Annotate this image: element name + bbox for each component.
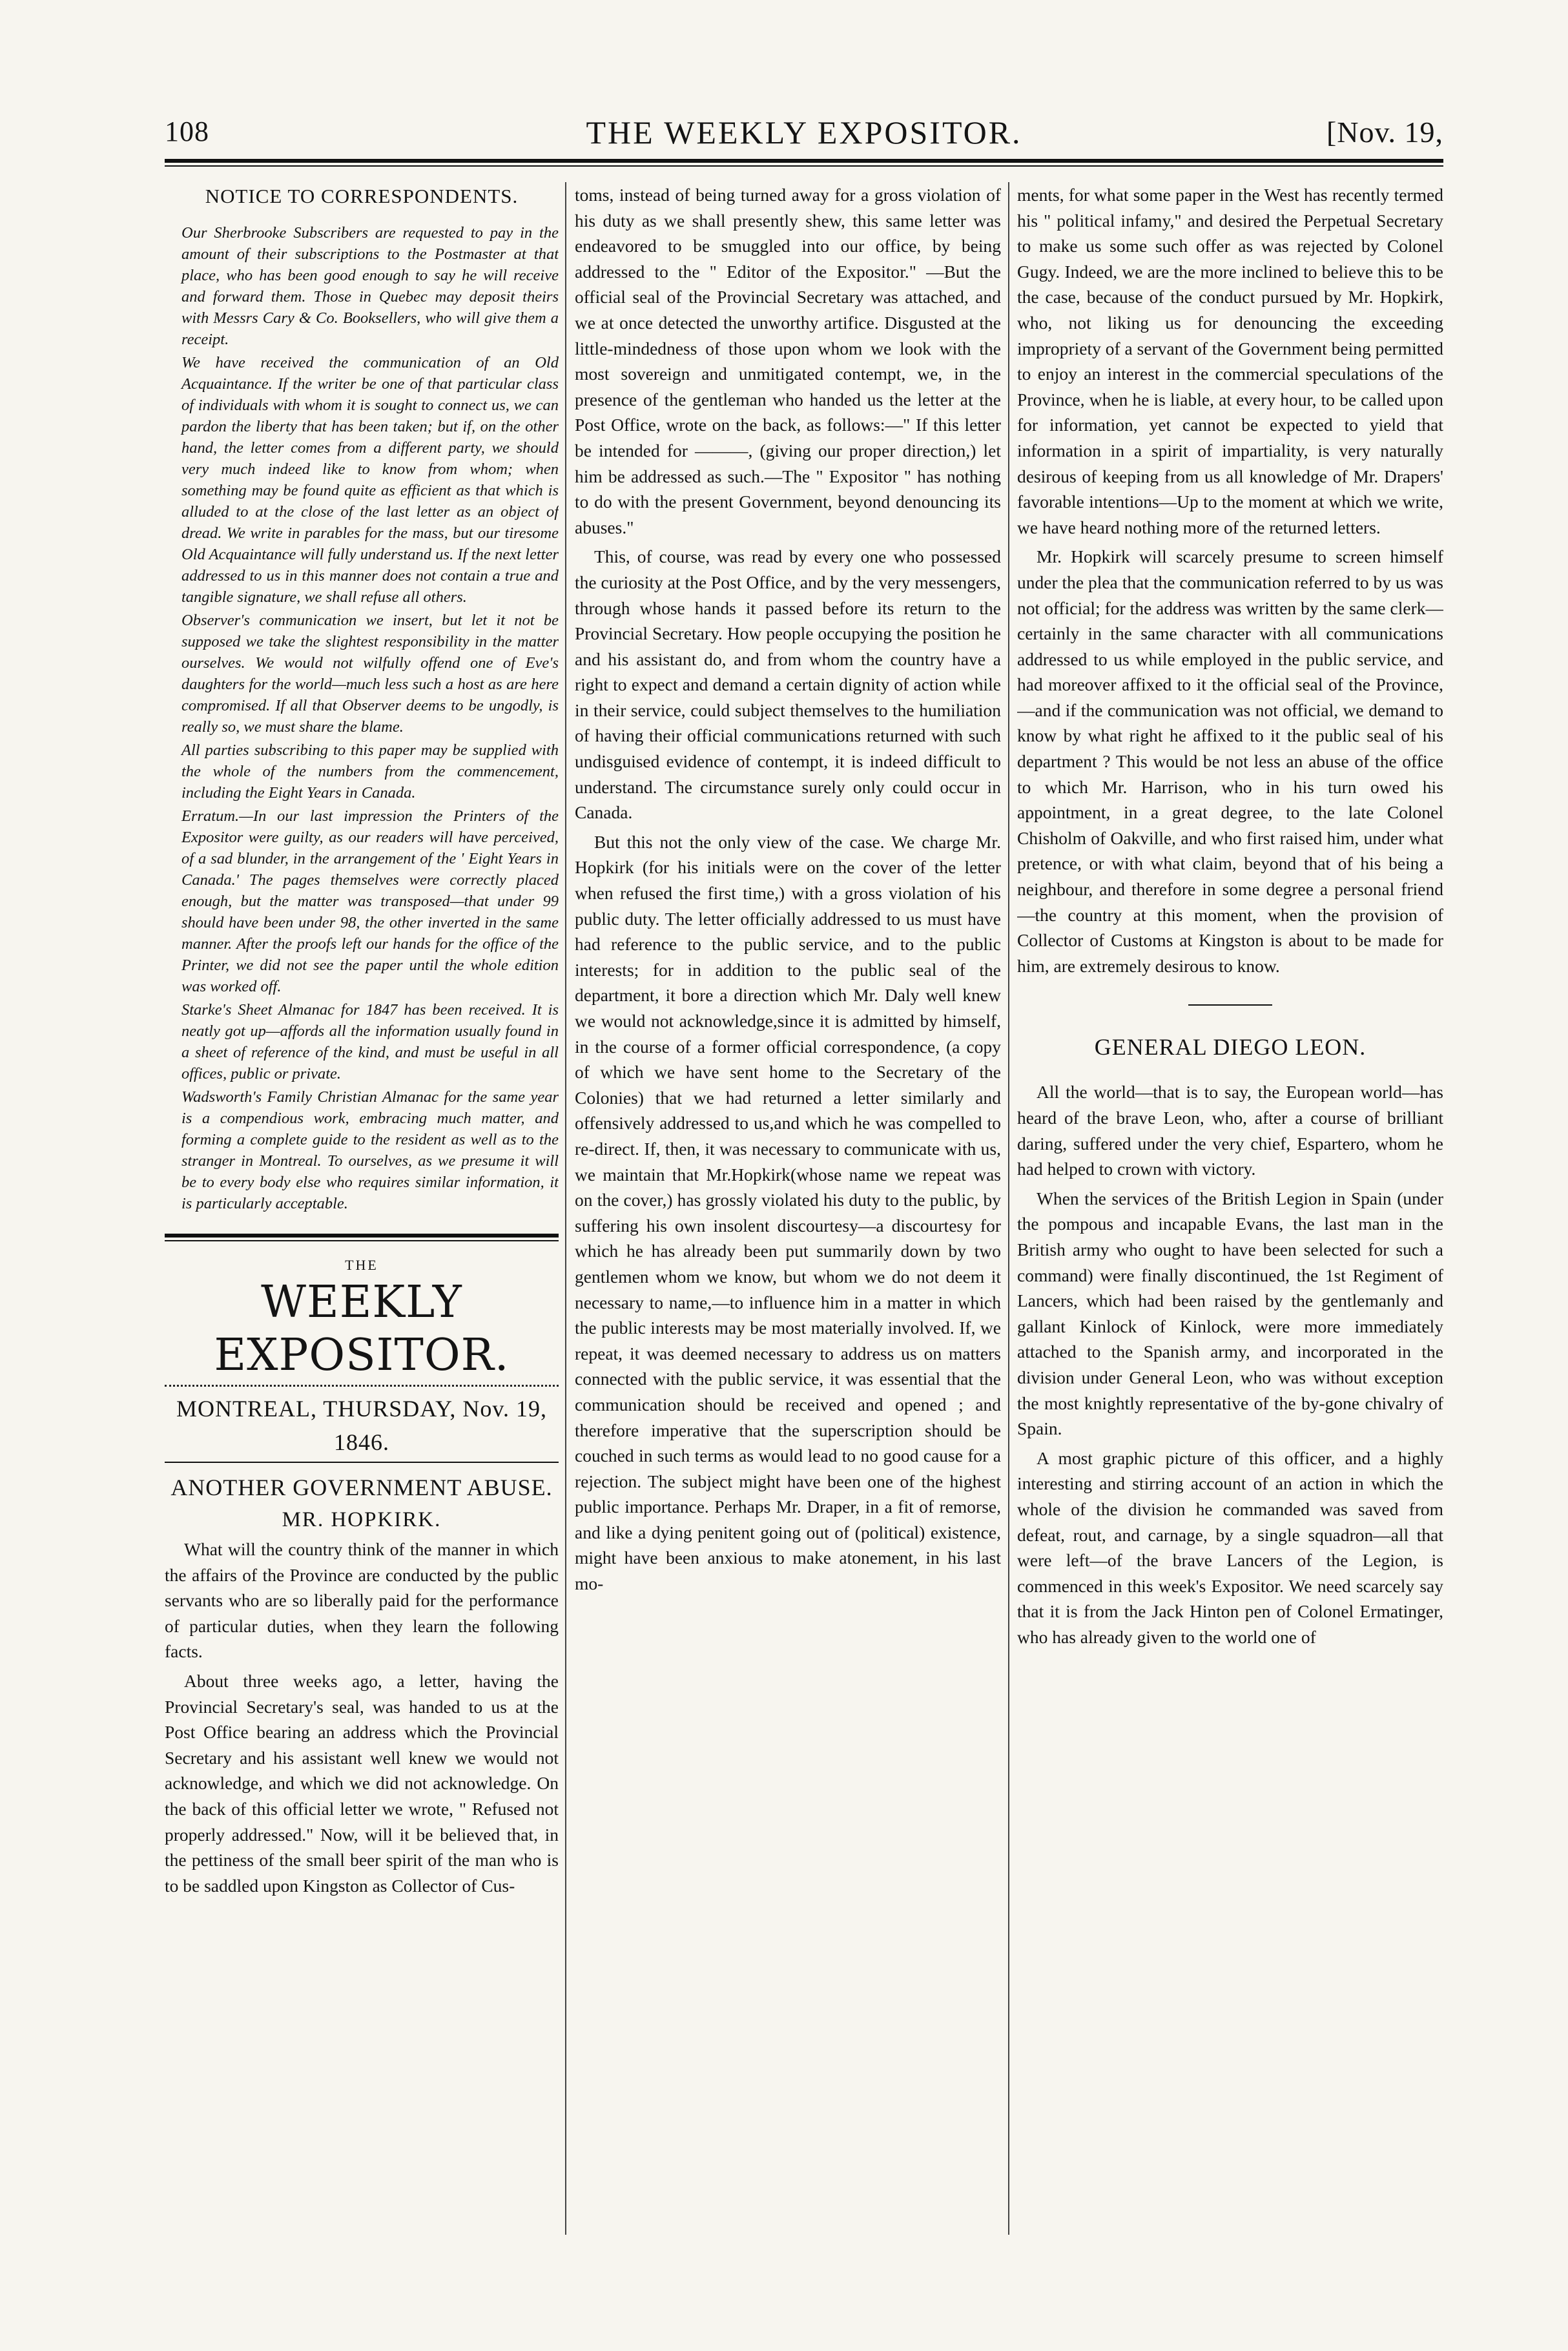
running-title: THE WEEKLY EXPOSITOR.: [586, 114, 1022, 150]
masthead: [165, 1234, 559, 1463]
article-subhead: MR. HOPKIRK.: [282, 1508, 442, 1531]
header-rule: [165, 159, 1443, 163]
column-2: [575, 182, 1001, 2261]
article-body: [1017, 182, 1443, 979]
column-divider: [1008, 182, 1009, 2235]
article-paragraph: But this not the only view of the case. We charge Mr. Hopkirk (for his initials were on the cover of the letter when refused the first time,) with a gross violation of his public duty. The letter officially addressed to us must have had reference to the public service, and to the public interests; for in addition to the public seal of the department, it bore a direction which Mr. Daly well knew we would not acknowledge,since it is admitted by himself, in the course of a former official correspondence, (a copy of which we have sent home to the Secretary of the Colonies) that we had returned a letter similarly and offensively addressed to us,and which he was compelled to re-direct. If, then, it was necessary to communicate with us, we maintain that Mr.Hopkirk(whose name we repeat was on the cover,) has grossly violated his duty to the public, by suffering his own insolent discourtesy—a discourtesy for which he has already been put summarily down by two gentlemen whom we know, but whom we do not deem it necessary to name,—to influence him in a matter in which the public interests may be most materially involved. If, we repeat, it was deemed necessary to address us on matters connected with the public service, it was essential that the communication should be received and opened ; and therefore imperative that the superscription should be couched in such terms as would lead to no good cause for a rejection. The subject might have been one of the highest public importance. Perhaps Mr. Draper, in a fit of remorse, and like a dying penitent going out of (political) existence, might have been anxious to make atonement, in his last mo-: [575, 831, 1001, 1594]
article-paragraph: Mr. Hopkirk will scarcely presume to screen himself under the plea that the communication referred to by us was not official; for the address was written by the same clerk—certainly in the same character with all communications addressed to us while employed in the public service, and had moreover affixed to it the official seal of the Province,—and if the communication was not official, we demand to know by what right he affixed to it the public seal of his department ? This would be not less an abuse of the office to which Mr. Harrison, who in his turn owed his appointment, in a great degree, to the late Colonel Chisholm of Oakville, and who first raised him, under what pretence, or with what claim, beyond that of his being a neighbour, and therefore in some degree a personal friend—the country at this moment, when the provision of Collector of Customs at Kingston is about to be made for him, are extremely desirous to know.: [1017, 546, 1443, 976]
issue-dateline: MONTREAL, THURSDAY, Nov. 19, 1846.: [176, 1396, 548, 1455]
notice-item: Wadsworth's Family Christian Almanac for the same year is a compendious work, embracing much matter, and forming a complete guide to the resident as well as to the stranger in Montreal. To ourselves, as we presume it will be to every body else who requires similar information, it is particularly acceptable.: [181, 1088, 559, 1212]
article-paragraph: A most graphic picture of this officer, and a highly interesting and stirring account of an action in which the whole of the division he commanded was saved from defeat, rout, and carnage, by a single squadron—all that were left—of the brave Lancers of the Legion, is commenced in this week's Expositor. We need scarcely say that it is from the Jack Hinton pen of Colonel Ermatinger, who has already given to the world one of: [1017, 1447, 1443, 1647]
notice-item: Observer's communication we insert, but let it not be supposed we take the slightest responsibility in the matter ourselves. We would not wilfully offend one of Eve's daughters for the world—much less such a host as are here compromised. If all that Observer deems to be ungodly, is really so, we must share the blame.: [181, 612, 559, 736]
section-divider: [1188, 1004, 1272, 1006]
dateline-rule: [165, 1462, 559, 1463]
notice-item: We have received the communication of an Old Acquaintance. If the writer be one of that particular class of individuals with whom it is sought to connect us, we can pardon the liberty that has been taken; but if, on the other hand, the letter comes from a different party, we should very much indeed like to know from whom; when something may be found quite as efficient as that which is alluded to at the close of the last letter as an object of dread. We write in parables for the mass, but our tiresome Old Acquaintance will fully understand us. If the next letter addressed to us in this manner does not contain a true and tangible signature, we shall refuse all others.: [181, 354, 559, 606]
notice-item: Our Sherbrooke Subscribers are requested to pay in the amount of their subscriptions to the Postmaster at that place, who has been good enough to say he will receive and forward them. Those in Quebec may deposit theirs with Messrs Cary & Co. Booksellers, who will give them a receipt.: [181, 224, 559, 348]
masthead-title: WEEKLY EXPOSITOR.: [214, 1277, 510, 1381]
newspaper-page: [165, 110, 1443, 2261]
article-paragraph: ments, for what some paper in the West has recently termed his " political infamy," and desired the Perpetual Secretary to make us some such offer as was rejected by Colonel Gugy. Indeed, we are the more inclined to believe this to be the case, because of the conduct pursued by Mr. Hopkirk, who, not liking us for denouncing the exceeding impropriety of a servant of the Government being permitted to enjoy an interest in the commercial speculations of the Province, when he is liable, at every hour, to be called upon for information, yet cannot be expected to yield that information in a spirit of impartiality, is very naturally desirous of keeping from us all knowledge of Mr. Drapers' favorable intentions—Up to the moment at which we write, we have heard nothing more of the returned letters.: [1017, 185, 1443, 537]
article-body: [575, 182, 1001, 1597]
article-headline: GENERAL DIEGO LEON.: [1094, 1034, 1367, 1061]
running-head: [165, 110, 1443, 161]
masthead-rule: [165, 1240, 559, 1241]
article-paragraph: toms, instead of being turned away for a gross violation of his duty as we shall presently shew, this same letter was endeavored to be smuggled into our office, by being addressed to the " Editor of the Expositor." —But the official seal of the Provincial Secretary was attached, and we at once detected the unworthy artifice. Disgusted at the little-mindedness of those upon whom we look with the most sovereign and unmitigated contempt, we, in the presence of the gentleman who handed us the letter at the Post Office, wrote on the back, as follows:—" If this letter be intended for ———, (giving our proper direction,) let him be addressed as such.—The " Expositor " has nothing to do with the present Government, beyond denouncing its abuses.": [575, 185, 1001, 537]
masthead-rule: [165, 1234, 559, 1238]
article-body: [165, 1537, 559, 1898]
running-date: [Nov. 19,: [1326, 116, 1443, 149]
article-paragraph: About three weeks ago, a letter, having the Provincial Secretary's seal, was handed to us at the Post Office bearing an address which the Provincial Secretary and his assistant well knew we would not acknowledge, and which we did not acknowledge. On the back of this official letter we wrote, " Refused not properly addressed." Now, will it be believed that, in the pettiness of the small beer spirit of the man who is to be saddled upon Kingston as Collector of Cus-: [165, 1670, 559, 1896]
article-paragraph: All the world—that is to say, the European world—has heard of the brave Leon, who, after a course of brilliant daring, suffered under the very chief, Espartero, whom he had helped to crown with victory.: [1017, 1082, 1443, 1179]
notice-item: Erratum.—In our last impression the Printers of the Expositor were guilty, as our readers will have perceived, of a sad blunder, in the arrangement of the ' Eight Years in Canada.' The pages themselves were correctly placed enough, but the matter was transposed—that under 99 should have been under 98, the other inverted in the same manner. After the proofs left our hands for the office of the Printer, we did not see the paper until the whole edition was worked off.: [181, 807, 559, 995]
article-paragraph: This, of course, was read by every one who possessed the curiosity at the Post Office, and by the very messengers, through whose hands it passed before its return to the Provincial Secretary. How people occupying the position he and his assistant do, and from whom the country have a right to expect and demand a certain dignity of action while in their service, could subject themselves to the humiliation of having their official communications returned with such undisguised evidence of contempt, it is indeed difficult to understand. The circumstance surely only could occur in Canada.: [575, 546, 1001, 823]
page-number: 108: [165, 116, 209, 147]
notices-list: [165, 222, 559, 1214]
notices-heading: NOTICE TO CORRESPONDENTS.: [205, 185, 519, 207]
column-divider: [565, 182, 566, 2235]
header-rule-thin: [165, 165, 1443, 167]
column-1: [165, 182, 559, 2261]
masthead-the: THE: [345, 1257, 378, 1273]
notice-item: All parties subscribing to this paper may be supplied with the whole of the numbers from the commencement, including the Eight Years in Canada.: [181, 741, 559, 802]
notice-item: Starke's Sheet Almanac for 1847 has been received. It is neatly got up—affords all the information usually found in a sheet of reference of the kind, and must be useful in all offices, public or private.: [181, 1001, 559, 1082]
article-paragraph: When the services of the British Legion in Spain (under the pompous and incapable Evans, the last man in the British army who ought to have been selected for such a command) were finally discontinued, the 1st Regiment of Lancers, which had been raised by the gentlemanly and gallant Kinlock of Kinlock, were more immediately attached to the Spanish army, and incorporated in the division under General Leon, who was without exception the most knightly representative of the by-gone chivalry of Spain.: [1017, 1188, 1443, 1439]
article-paragraph: What will the country think of the manner in which the affairs of the Province are conducted by the public servants who are so liberally paid for the performance of particular duties, when they learn the following facts.: [165, 1539, 559, 1662]
masthead-dotted-rule: [165, 1385, 559, 1387]
column-3: [1017, 182, 1443, 2261]
article-body: [1017, 1079, 1443, 1650]
article-headline: ANOTHER GOVERNMENT ABUSE.: [170, 1475, 553, 1500]
